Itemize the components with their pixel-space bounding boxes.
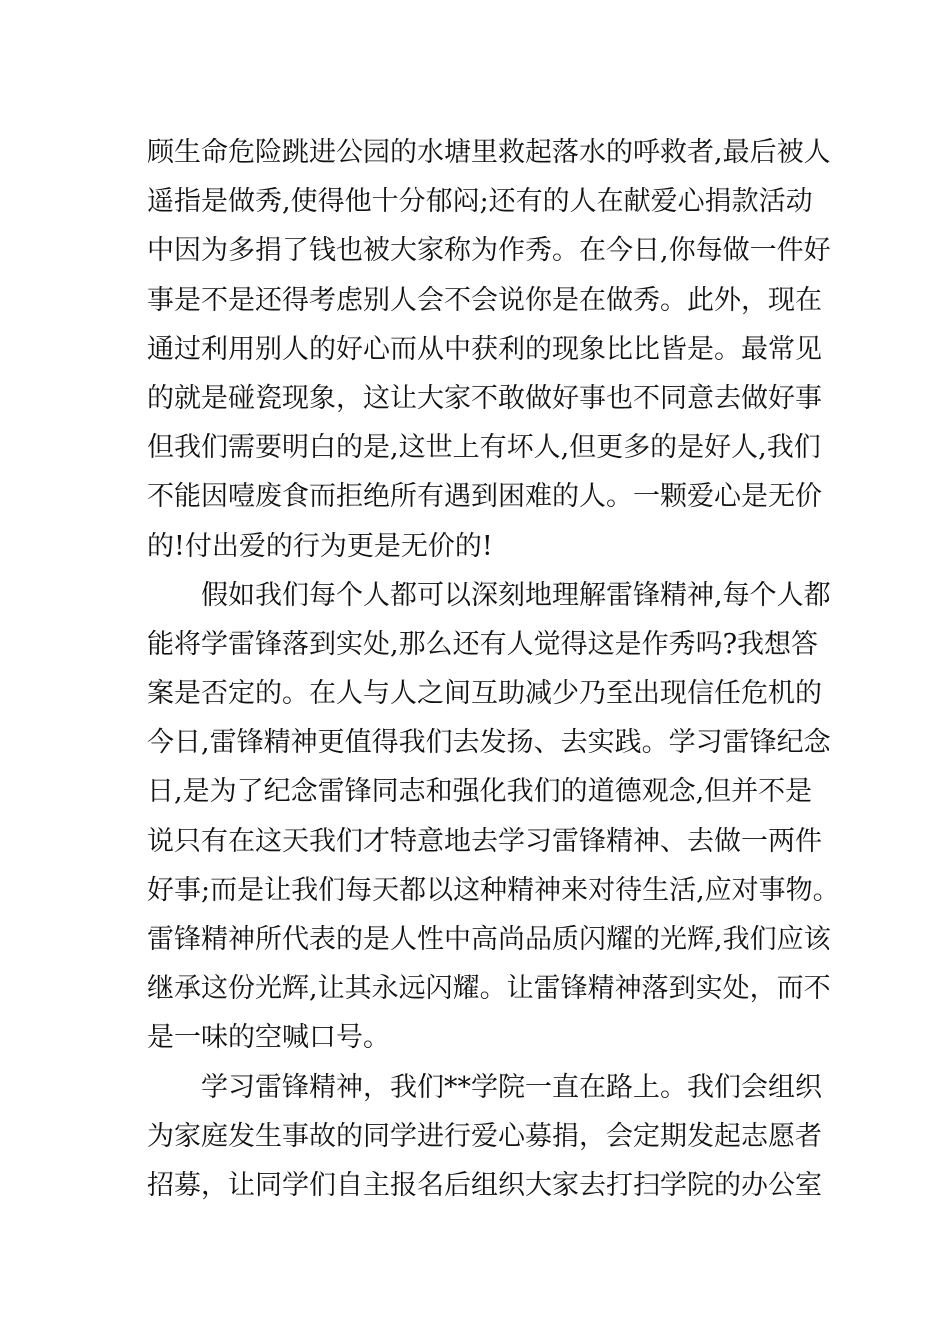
paragraph-first-line: 学习雷锋精神，我们**学院一直在路上。我们会组织 xyxy=(201,1071,822,1103)
text-line: 遥指是做秀,使得他十分郁闷;还有的人在献爱心捐款活动 xyxy=(147,186,813,218)
text-line: 为家庭发生事故的同学进行爱心募捐，会定期发起志愿者 xyxy=(147,1120,822,1152)
text-line: 的就是碰瓷现象，这让大家不敢做好事也不同意去做好事 xyxy=(147,382,822,414)
text-line: 雷锋精神所代表的是人性中高尚品质闪耀的光辉,我们应该 xyxy=(147,924,831,955)
text-line: 通过利用别人的好心而从中获利的现象比比皆是。最常见 xyxy=(147,333,822,365)
text-line: 中因为多捐了钱也被大家称为作秀。在今日,你每做一件好 xyxy=(147,235,831,267)
text-line: 但我们需要明白的是,这世上有坏人,但更多的是好人,我们 xyxy=(147,432,821,464)
text-line: 事是不是还得考虑别人会不会说你是在做秀。此外，现在 xyxy=(147,284,822,316)
body-text xyxy=(147,128,840,1210)
text-line: 的!付出爱的行为更是无价的! xyxy=(147,530,493,562)
text-line: 继承这份光辉,让其永远闪耀。让雷锋精神落到实处，而不 xyxy=(147,973,831,1005)
paragraph-first-line: 假如我们每个人都可以深刻地理解雷锋精神,每个人都 xyxy=(201,579,831,611)
text-line: 案是否定的。在人与人之间互助减少乃至出现信任危机的 xyxy=(147,678,822,710)
text-line: 是一味的空喊口号。 xyxy=(147,1022,390,1054)
text-line: 不能因噎废食而拒绝所有遇到困难的人。一颗爱心是无价 xyxy=(147,481,822,513)
text-line: 顾生命危险跳进公园的水塘里救起落水的呼救者,最后被人 xyxy=(147,137,831,168)
text-line: 能将学雷锋落到实处,那么还有人觉得这是作秀吗?我想答 xyxy=(147,628,819,660)
text-line: 今日,雷锋精神更值得我们去发扬、去实践。学习雷锋纪念 xyxy=(147,727,831,759)
text-line: 招募，让同学们自主报名后组织大家去打扫学院的办公室 xyxy=(147,1169,822,1201)
text-line: 日,是为了纪念雷锋同志和强化我们的道德观念,但并不是 xyxy=(147,776,813,808)
text-line: 好事;而是让我们每天都以这种精神来对待生活,应对事物。 xyxy=(147,874,840,906)
text-line: 说只有在这天我们才特意地去学习雷锋精神、去做一两件 xyxy=(147,825,822,857)
